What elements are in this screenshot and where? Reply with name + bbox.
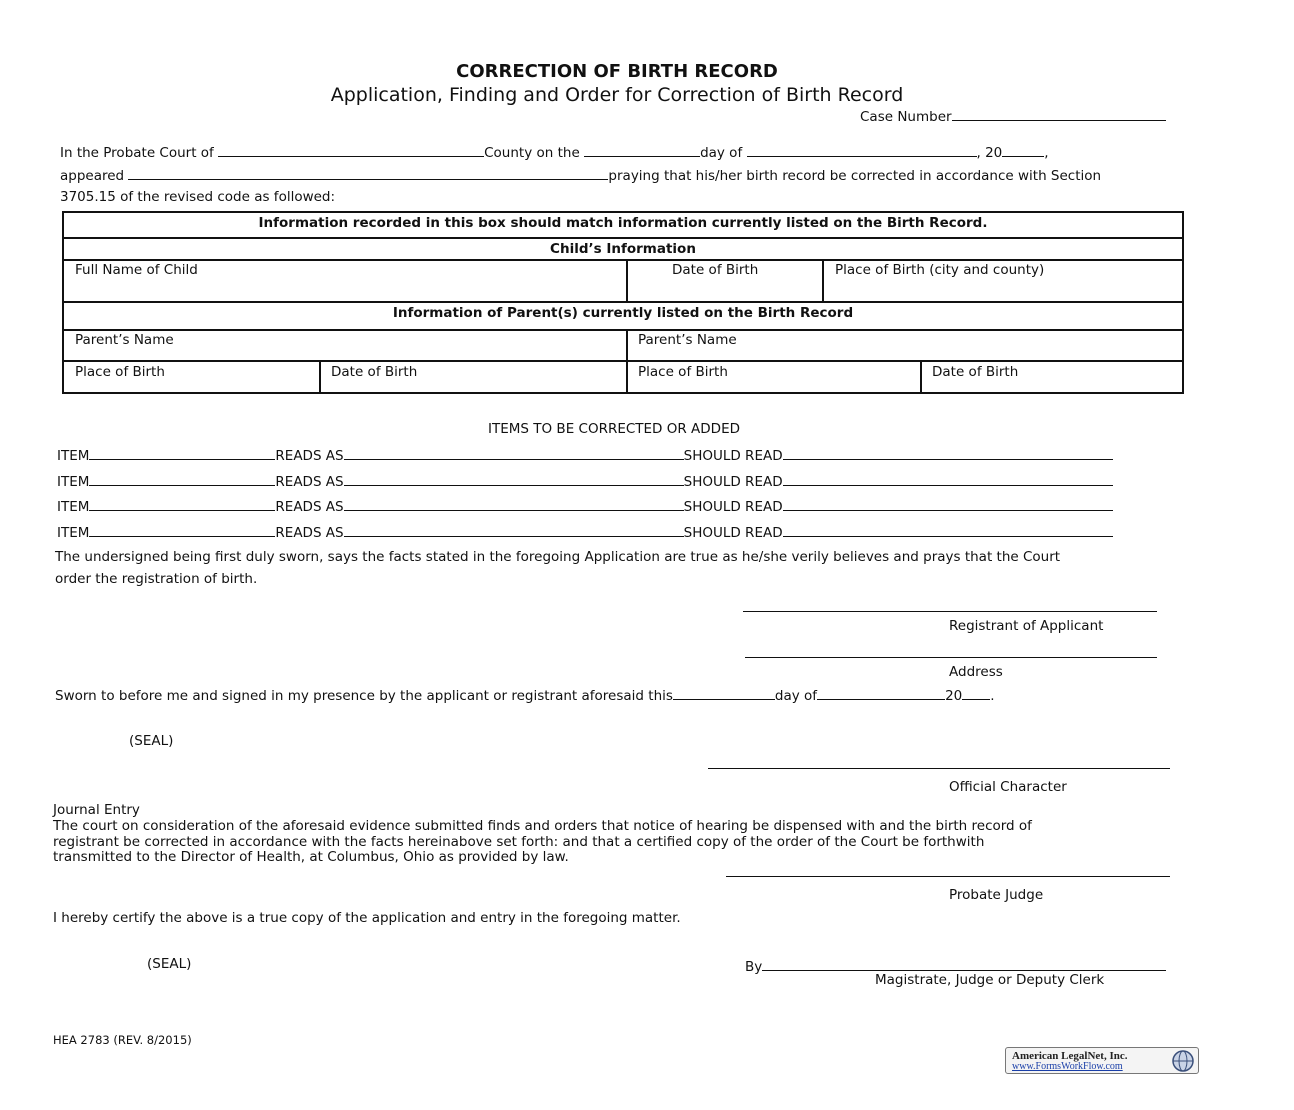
item-input[interactable] (89, 472, 275, 486)
child-section-heading: Child’s Information (550, 241, 696, 257)
should-read-input[interactable] (783, 497, 1113, 511)
year-prefix: , 20 (976, 145, 1003, 161)
journal-text-line2: registrant be corrected in accordance with the facts hereinabove set forth: and that a certified copy of the order of the Court be forthwith (53, 834, 985, 850)
globe-icon (1171, 1049, 1195, 1073)
form-subtitle: Application, Finding and Order for Correction of Birth Record (330, 84, 904, 106)
correction-row (57, 446, 1113, 464)
reads-as-input[interactable] (344, 472, 684, 486)
reads-as-label: READS AS (275, 525, 344, 541)
certification-text: I hereby certify the above is a true copy of the application and entry in the foregoing matter. (53, 910, 681, 926)
corrections-heading: ITEMS TO BE CORRECTED OR ADDED (488, 421, 740, 437)
publisher-name: American LegalNet, Inc. (1012, 1050, 1128, 1062)
correction-row (57, 497, 1113, 515)
by-label: By (745, 959, 763, 975)
judge-label: Probate Judge (949, 887, 1044, 903)
reads-as-input[interactable] (344, 446, 684, 460)
registrant-label: Registrant of Applicant (949, 618, 1104, 634)
day-input[interactable] (584, 143, 700, 157)
item-input[interactable] (89, 497, 275, 511)
day-of-label: day of (700, 145, 743, 161)
parent2-place-of-birth-field[interactable]: Place of Birth (638, 364, 728, 380)
sworn-month-input[interactable] (817, 686, 945, 700)
correction-row (57, 472, 1113, 490)
item-input[interactable] (89, 446, 275, 460)
should-read-label: SHOULD READ (683, 474, 783, 490)
reads-as-input[interactable] (344, 497, 684, 511)
form-code: HEA 2783 (REV. 8/2015) (53, 1033, 192, 1047)
official-character-label: Official Character (949, 779, 1067, 795)
item-input[interactable] (89, 523, 275, 537)
year-input[interactable] (1002, 143, 1044, 157)
journal-text-line3: transmitted to the Director of Health, at Columbus, Ohio as provided by law. (53, 849, 569, 865)
publisher-logo[interactable] (1005, 1047, 1199, 1074)
case-number-input[interactable] (952, 107, 1166, 121)
child-date-of-birth-field[interactable]: Date of Birth (672, 262, 759, 278)
box-header: Information recorded in this box should match information currently listed on the Birth Record. (258, 215, 988, 231)
appeared-input[interactable] (128, 166, 608, 180)
court-line (60, 143, 1049, 161)
affidavit-text-line2: order the registration of birth. (55, 571, 258, 587)
notary-seal: (SEAL) (129, 733, 174, 749)
probate-court-input[interactable] (218, 143, 484, 157)
registrant-signature-line[interactable] (743, 611, 1157, 612)
sworn-day-input[interactable] (673, 686, 775, 700)
journal-heading: Journal Entry (53, 802, 140, 818)
sworn-text: Sworn to before me and signed in my presence by the applicant or registrant aforesaid this (55, 688, 673, 704)
should-read-input[interactable] (783, 472, 1113, 486)
should-read-label: SHOULD READ (683, 499, 783, 515)
reads-as-label: READS AS (275, 499, 344, 515)
should-read-label: SHOULD READ (683, 525, 783, 541)
child-full-name-field[interactable]: Full Name of Child (75, 262, 198, 278)
appeared-label: appeared (60, 168, 125, 184)
signer-label: Magistrate, Judge or Deputy Clerk (875, 972, 1105, 988)
praying-text: praying that his/her birth record be corrected in accordance with Section (608, 168, 1102, 184)
court-prefix: In the Probate Court of (60, 145, 214, 161)
should-read-label: SHOULD READ (683, 448, 783, 464)
parent2-date-of-birth-field[interactable]: Date of Birth (932, 364, 1019, 380)
parent2-name-field[interactable]: Parent’s Name (638, 332, 737, 348)
item-label: ITEM (57, 525, 90, 541)
item-label: ITEM (57, 499, 90, 515)
sworn-end: . (990, 688, 995, 704)
reads-as-label: READS AS (275, 474, 344, 490)
clerk-signature-input[interactable] (762, 957, 1166, 971)
clerk-seal: (SEAL) (147, 956, 192, 972)
statute-line: 3705.15 of the revised code as followed: (60, 189, 336, 205)
case-number-label: Case Number (860, 109, 952, 125)
affidavit-text-line1: The undersigned being first duly sworn, says the facts stated in the foregoing Application are true as he/she verily believes and prays that the Court (55, 549, 1061, 565)
case-number-field (860, 107, 1166, 125)
item-label: ITEM (57, 448, 90, 464)
reads-as-label: READS AS (275, 448, 344, 464)
journal-text-line1: The court on consideration of the aforesaid evidence submitted finds and orders that notice of hearing be dispensed with and the birth record of (53, 818, 1032, 834)
sworn-line (55, 686, 995, 704)
parent1-place-of-birth-field[interactable]: Place of Birth (75, 364, 165, 380)
parent1-name-field[interactable]: Parent’s Name (75, 332, 174, 348)
address-line[interactable] (745, 657, 1157, 658)
appeared-line (60, 166, 1101, 184)
county-label: County on the (484, 145, 580, 161)
judge-signature-line[interactable] (726, 876, 1170, 877)
should-read-input[interactable] (783, 523, 1113, 537)
sworn-year: 20 (945, 688, 963, 704)
parents-section-heading: Information of Parent(s) currently listed on the Birth Record (392, 305, 854, 321)
sworn-year-input[interactable] (962, 686, 990, 700)
reads-as-input[interactable] (344, 523, 684, 537)
publisher-url[interactable]: www.FormsWorkFlow.com (1012, 1061, 1123, 1072)
parent1-date-of-birth-field[interactable]: Date of Birth (331, 364, 418, 380)
address-label: Address (949, 664, 1003, 680)
should-read-input[interactable] (783, 446, 1113, 460)
item-label: ITEM (57, 474, 90, 490)
month-input[interactable] (747, 143, 977, 157)
year-suffix: , (1044, 145, 1049, 161)
form-title: CORRECTION OF BIRTH RECORD (456, 61, 778, 82)
official-character-line[interactable] (708, 768, 1170, 769)
correction-row (57, 523, 1113, 541)
child-place-of-birth-field[interactable]: Place of Birth (city and county) (835, 262, 1045, 278)
birth-record-box (62, 211, 1184, 394)
sworn-day-of: day of (774, 688, 818, 704)
